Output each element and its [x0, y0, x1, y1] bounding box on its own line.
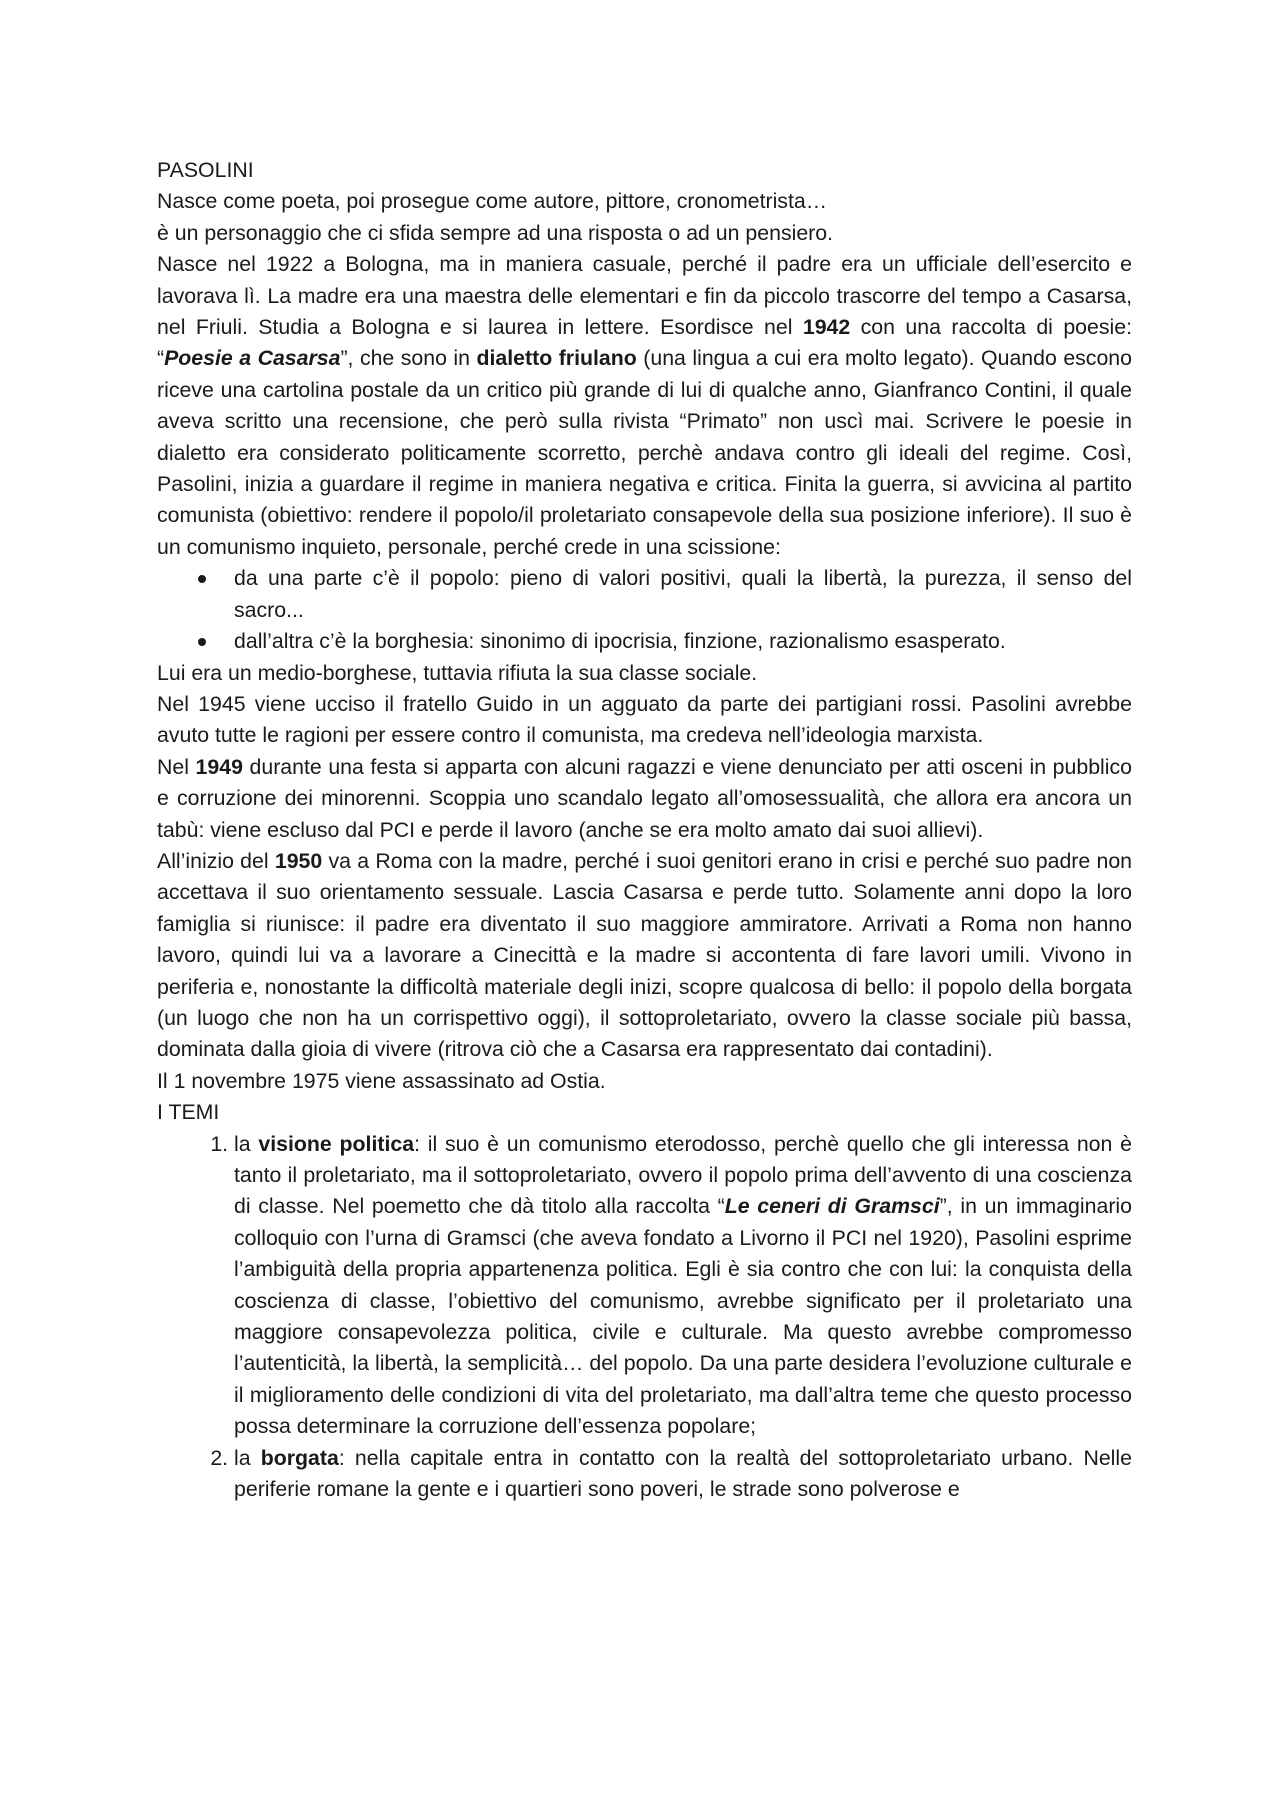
text-run: Nel — [157, 754, 196, 779]
text-run: : il suo è un comunismo eterodosso, perchè quello che gli interessa non è tanto il proletariato, ma il sottoproletariato, ovvero il popolo prima dell’avvento di una coscienza di classe. Nel poemetto che dà titolo alla raccolta “ — [234, 1131, 1132, 1219]
text-run: All’inizio del — [157, 848, 275, 873]
paragraph-1945: Nel 1945 viene ucciso il fratello Guido in un agguato da parte dei partigiani rossi. Pasolini avrebbe avuto tutte le ragioni per essere contro il comunista, ma credeva nell’ideologia marxista. — [157, 691, 1132, 748]
text-run: va a Roma con la madre, perché i suoi genitori erano in crisi e perché suo padre non accettava il suo orientamento sessuale. Lascia Casarsa e perde tutto. Solamente anni dopo la loro famiglia si riunisce: il padre era diventato il suo maggiore ammiratore. Arrivati a Roma non hanno lavoro, quindi lui va a lavorare a Cinecittà e la madre si accontenta di fare lavori umili. Vivono in periferia e, nonostante la difficoltà materiale degli inizi, scopre qualcosa di bello: il popolo della borgata (un luogo che non ha un corrispettivo oggi), il sottoproletariato, ovvero la classe sociale più bassa, dominata dalla gioia di vivere (ritrova ciò che a Casarsa era rappresentato dai contadini). — [157, 848, 1133, 1062]
work-title: Le ceneri di Gramsci — [724, 1194, 940, 1219]
paragraph-1949 — [157, 752, 1132, 846]
class-line: Lui era un medio-borghese, tuttavia rifiuta la sua classe sociale. — [157, 660, 758, 685]
bold-year: 1949 — [195, 754, 243, 779]
theme-item — [234, 1129, 1132, 1443]
biography-paragraph — [157, 249, 1132, 563]
text-run: ”, che sono in — [340, 346, 477, 371]
bullet-list — [157, 563, 1132, 657]
bullet-item: da una parte c’è il popolo: pieno di valori positivi, quali la libertà, la purezza, il senso del sacro... — [234, 563, 1132, 626]
bold-term: visione politica — [258, 1131, 415, 1156]
themes-heading: I TEMI — [157, 1100, 220, 1125]
text-run: durante una festa si apparta con alcuni ragazzi e viene denunciato per atti osceni in pubblico e corruzione dei minorenni. Scoppia uno scandalo legato all’omosessualità, che allora era ancora un tabù: viene escluso dal PCI e perde il lavoro (anche se era molto amato dai suoi allievi). — [157, 754, 1133, 842]
text-run: con una raccolta di poesie: “ — [157, 315, 1133, 371]
intro-line-2: è un personaggio che ci sfida sempre ad una risposta o ad un pensiero. — [157, 220, 834, 245]
text-run: la — [234, 1131, 259, 1156]
text-run: ”, in un immaginario colloquio con l’urna di Gramsci (che aveva fondato a Livorno il PCI nel 1920), Pasolini esprime l’ambiguità della propria appartenenza politica. Egli è sia contro che con lui: la conquista della coscienza di classe, l’obiettivo del comunismo, avrebbe significato per il proletariato una maggiore consapevolezza politica, civile e culturale. Ma questo avrebbe compromesso l’autenticità, la libertà, la semplicità… del popolo. Da una parte desidera l’evoluzione culturale e il miglioramento delle condizioni di vita del proletariato, ma dall’altra teme che questo processo possa determinare la corruzione dell’essenza popolare; — [234, 1194, 1132, 1439]
text-run: (una lingua a cui era molto legato). Quando escono riceve una cartolina postale da un critico più grande di lui di qualche anno, Gianfranco Contini, il quale aveva scritto una recensione, che però sulla rivista “Primato” non uscì mai. Scrivere le poesie in dialetto era considerato politicamente scorretto, perchè andava contro gli ideali del regime. Così, Pasolini, inizia a guardare il regime in maniera negativa e critica. Finita la guerra, si avvicina al partito comunista (obiettivo: rendere il popolo/il proletariato consapevole della sua posizione inferiore). Il suo è un comunismo inquieto, personale, perché crede in una scissione: — [157, 346, 1132, 559]
bold-term: dialetto friulano — [476, 346, 637, 371]
bold-year: 1942 — [802, 315, 851, 340]
document-page — [157, 155, 1132, 1505]
death-line: Il 1 novembre 1975 viene assassinato ad Ostia. — [157, 1068, 606, 1093]
themes-list — [157, 1129, 1132, 1506]
text-run: la — [234, 1445, 261, 1470]
paragraph-1950 — [157, 846, 1132, 1066]
bullet-item: dall’altra c’è la borghesia: sinonimo di ipocrisia, finzione, razionalismo esasperato. — [234, 626, 1132, 657]
intro-line-1: Nasce come poeta, poi prosegue come autore, pittore, cronometrista… — [157, 189, 828, 214]
text-run: : nella capitale entra in contatto con la realtà del sottoproletariato urbano. Nelle periferie romane la gente e i quartieri sono poveri, le strade sono polverose e — [234, 1445, 1132, 1502]
bold-year: 1950 — [274, 848, 323, 873]
theme-item — [234, 1443, 1132, 1506]
bold-term: borgata — [260, 1445, 339, 1470]
document-title: PASOLINI — [157, 158, 254, 182]
text-run: Nasce nel 1922 a Bologna, ma in maniera casuale, perché il padre era un ufficiale dell’esercito e lavorava lì. La madre era una maestra delle elementari e fin da piccolo trascorre del tempo a Casarsa, nel Friuli. Studia a Bologna e si laurea in lettere. Esordisce nel — [157, 252, 1132, 340]
work-title: Poesie a Casarsa — [164, 346, 341, 371]
